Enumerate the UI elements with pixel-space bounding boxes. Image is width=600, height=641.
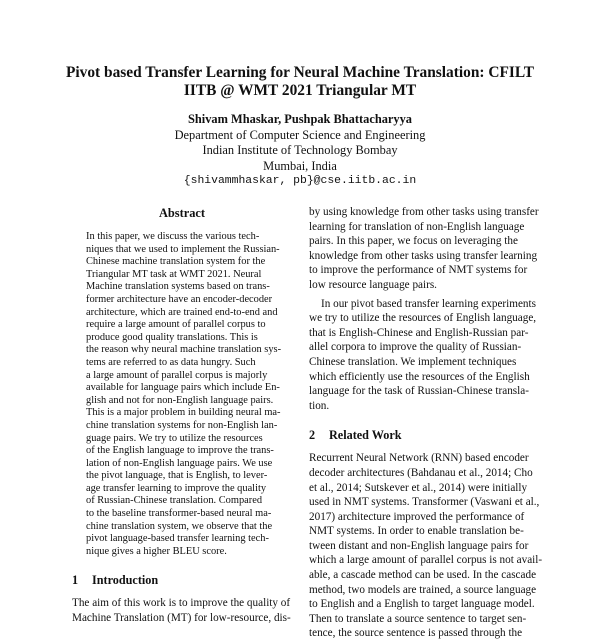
text-line: that is English-Chinese and English-Russian par- [309, 326, 529, 339]
text-line: method, two models are trained, a source language [309, 583, 537, 596]
text-line: Triangular MT task at WMT 2021. Neural [86, 268, 262, 280]
text-line: lation of non-English language pairs. We use [86, 457, 273, 469]
related-work-heading [309, 427, 531, 443]
text-line: former architecture have an encoder-decoder [86, 293, 273, 305]
text-line: guage pairs. We try to utilize the resources [86, 432, 263, 444]
introduction-title: Introduction [92, 573, 159, 588]
paper-title [40, 64, 560, 100]
author-department: Department of Computer Science and Engineering [174, 127, 426, 142]
text-line: Recurrent Neural Network (RNN) based encoder [309, 452, 529, 465]
text-line: glish and not for non-English language pairs. [86, 394, 274, 406]
text-line: chine translation system, we observe that the [86, 520, 273, 532]
text-line: the pivot language, that is English, to lever- [86, 470, 268, 482]
text-line: available for language pairs which include En- [86, 382, 280, 394]
text-line: tween distant and non-English language pairs for [309, 539, 529, 552]
introduction-heading [72, 572, 292, 588]
right-paragraph-1 [309, 205, 539, 293]
related-work-number: 2 [309, 428, 316, 443]
text-line: allel corpora to improve the quality of Russian- [309, 341, 522, 354]
author-email: {shivammhaskar, pb}@cse.iitb.ac.in [183, 175, 417, 187]
paper-title-line-1: Pivot based Transfer Learning for Neural Machine Translation: CFILT [65, 64, 534, 81]
text-line: NMT systems. In order to enable translation be- [309, 525, 524, 538]
right-paragraph-2 [309, 297, 537, 414]
author-institute: Indian Institute of Technology Bombay [202, 143, 398, 157]
text-line: Machine Translation (MT) for low-resource, dis- [72, 612, 291, 625]
introduction-body [72, 596, 292, 625]
left-column [72, 205, 292, 626]
text-line: the reason why neural machine translation sys- [86, 344, 282, 356]
text-line: chine translation systems for non-English lan- [86, 419, 278, 431]
text-line: to improve the performance of NMT systems for [309, 264, 528, 277]
text-line: produce good quality translations. This is [86, 331, 258, 343]
text-line: The aim of this work is to improve the quality of [72, 597, 291, 610]
text-line: knowledge from other tasks using transfer learning [309, 249, 538, 262]
text-line: to English and a English to target language model. [309, 598, 535, 611]
paper-title-line-2: IITB @ WMT 2021 Triangular MT [183, 82, 417, 99]
right-column [309, 205, 543, 641]
text-line: learning for translation of non-English language [309, 220, 525, 233]
text-line: In our pivot based transfer learning experiments [321, 297, 536, 310]
text-line: low resource language pairs. [309, 278, 437, 291]
text-line: Chinese machine translation system for the [86, 256, 266, 268]
text-line: nique gives a higher BLEU score. [86, 545, 227, 557]
related-work-body [309, 451, 543, 641]
text-line: et al., 2014; Sutskever et al., 2014) were initially [309, 481, 528, 494]
text-line: pivot language-based transfer learning tech- [86, 533, 269, 545]
author-block [40, 112, 560, 190]
introduction-number: 1 [72, 573, 79, 588]
text-line: age transfer learning to improve the quality [86, 482, 267, 494]
abstract-heading: Abstract [158, 206, 206, 220]
text-line: by using knowledge from other tasks using transfer [309, 206, 539, 218]
text-line: able, a cascade method can be used. In the cascade [309, 569, 537, 582]
text-line: In this paper, we discuss the various tech- [86, 231, 260, 242]
author-names: Shivam Mhaskar, Pushpak Bhattacharyya [188, 112, 412, 126]
text-line: 2017) architecture improved the performance of [309, 510, 525, 523]
text-line: to the baseline transformer-based neural ma- [86, 508, 272, 520]
text-line: a large amount of parallel corpus is majorly [86, 369, 268, 381]
text-line: tems are referred to as data hungry. Such [86, 356, 256, 368]
related-work-title: Related Work [329, 428, 402, 443]
text-line: used in NMT systems. Transformer (Vaswani et al., [309, 496, 540, 509]
author-city: Mumbai, India [263, 158, 337, 173]
abstract-body [72, 231, 292, 558]
text-line: which a large amount of parallel corpus is not avail- [309, 554, 543, 567]
text-line: architecture, which are trained end-to-end and [86, 306, 278, 318]
text-line: of the English language to improve the trans- [86, 445, 274, 457]
text-line: Chinese translation. We implement techniques [309, 355, 517, 368]
text-line: of Russian-Chinese translation. Compared [86, 495, 263, 507]
text-line: This is a major problem in building neural ma- [86, 407, 281, 419]
text-line: decoder architectures (Bahdanau et al., 2014; Cho [309, 466, 533, 479]
text-line: language for the task of Russian-Chinese transla- [309, 385, 529, 398]
text-line: which efficiently use the resources of the English [309, 370, 530, 383]
text-line: we try to utilize the resources of English language, [309, 312, 537, 325]
text-line: pairs. In this paper, we focus on leveraging the [309, 235, 518, 248]
text-line: tence, the source sentence is passed through the [309, 627, 523, 640]
text-line: tion. [309, 399, 330, 412]
text-line: require a large amount of parallel corpus to [86, 319, 266, 331]
text-line: Then to translate a source sentence to target sen- [309, 612, 527, 625]
text-line: niques that we used to implement the Russian- [86, 243, 280, 255]
text-line: Machine translation systems based on trans- [86, 281, 270, 293]
